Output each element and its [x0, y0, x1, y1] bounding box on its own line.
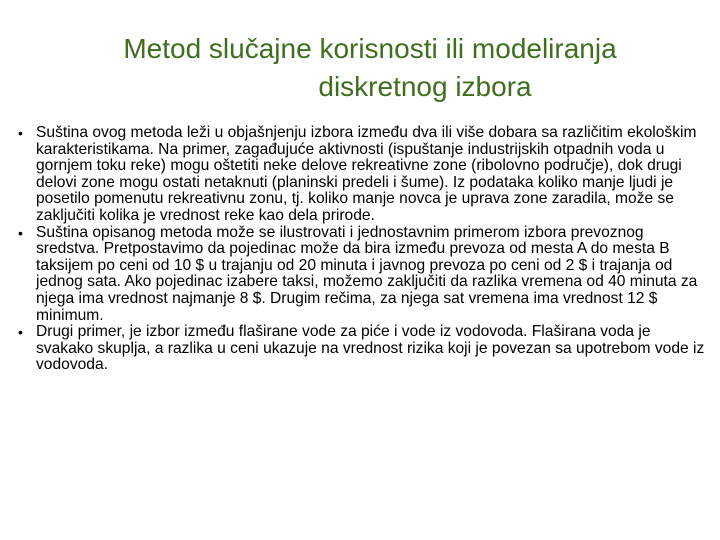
- bullet-text-2: Suština opisanog metoda može se ilustrovati i jednostavnim primerom izbora prevoznog sredstva. Pretpostavimo da pojedinac može da bira između prevoza od mesta A do mesta B taksijem po ceni od 10 $ u trajanju od 20 minuta i javnog prevoza po ceni od 2 $ i trajanja od jednog sata. Ako pojedinac izabere taksi, možemo zaključiti da razlika vremena od 40 minuta za njega ima vrednost najmanje 8 $. Drugim rečima, za njega sat vremena ima vrednost 12 $ minimum.: [36, 223, 698, 324]
- bullet-item-2: [10, 225, 710, 325]
- bullet-item-3: [10, 324, 710, 374]
- bullet-item-1: [10, 125, 710, 225]
- bullet-text-3: Drugi primer, je izbor između flaširane vode za piće i vode iz vodovoda. Flaširana voda je svakako skuplja, a razlika u ceni ukazuje na vrednost rizika koji je povezan sa upotrebom vode iz vodovoda.: [36, 323, 705, 374]
- bullet-dot-icon: •: [18, 125, 23, 141]
- slide-title-line-2: diskretnog izbora: [318, 71, 532, 102]
- bullet-dot-icon: •: [18, 324, 23, 341]
- bullet-dot-icon: •: [18, 224, 23, 241]
- slide-title-line-1: Metod slučajne korisnosti ili modeliranja: [123, 33, 617, 64]
- bullet-text-1: Suština ovog metoda leži u objašnjenju izbora između dva ili više dobara sa različitim ekološkim karakteristikama. Na primer, zagađujuće aktivnosti (ispuštanje industrijskih otpadnih voda u gornjem toku reke) mogu oštetiti neke delove rekreativne zone (ribolovno područje), dok drugi delovi zone mogu ostati netaknuti (planinski predeli i šume). Iz podataka koliko manje ljudi je posetilo pomenutu rekreativnu zonu, tj. koliko manje novca je uprava zone zaradila, može se zaključiti kolika je vrednost reke kao dela prirode.: [36, 124, 697, 224]
- bullet-list: [10, 125, 710, 374]
- slide-title: [40, 30, 700, 106]
